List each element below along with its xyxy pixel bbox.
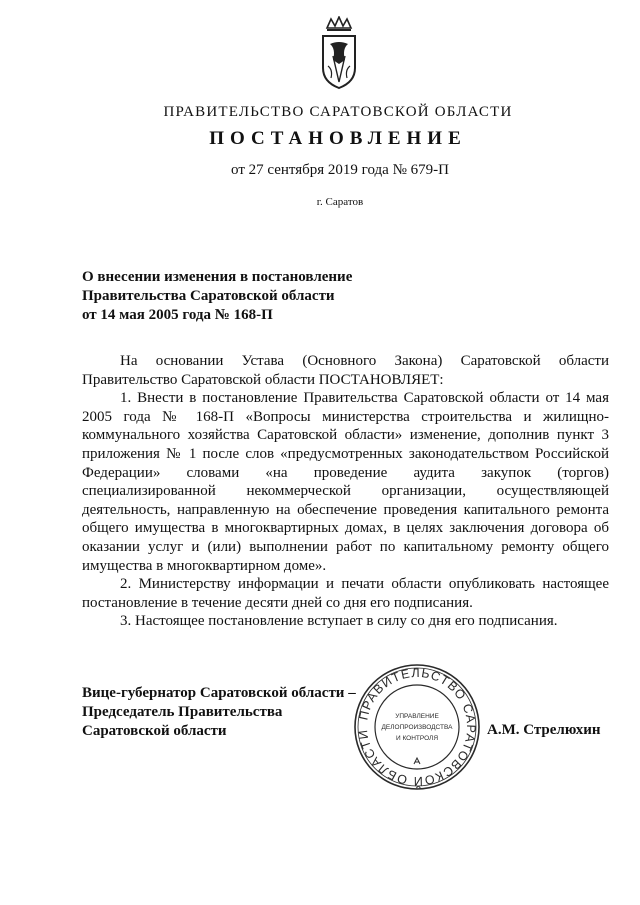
position-line: Председатель Правительства bbox=[82, 704, 283, 720]
body-paragraph: 2. Министерству информации и печати области опубликовать настоящее постановление в течение десяти дней со дня его подписания. bbox=[82, 576, 609, 611]
signer-name: А.М. Стрелюхин bbox=[487, 722, 601, 738]
position-line: Саратовской области bbox=[82, 723, 227, 739]
signatory-position bbox=[82, 684, 382, 741]
stamp-center-line: И КОНТРОЛЯ bbox=[395, 735, 439, 742]
position-line: Вице-губернатор Саратовской области – bbox=[82, 685, 356, 701]
body-paragraph: 1. Внести в постановление Правительства Саратовской области от 14 мая 2005 года № 168-П «Вопросы министерства строительства и жилищно-коммунального хозяйства Саратовской области» изменение, дополнив пункт 3 приложения № 1 после слов «предусмотренных законодательством Российской Федерации» словами «на проведение аудита закупок (торгов) специализированной некоммерческой организации, осуществляющей деятельность, направленную на обеспечение проведения капитального ремонта общего имущества в многоквартирных домах, в целях заключения договора об оказании услуг и (или) выполнении работ по капитальному ремонту общего имущества в многоквартирном доме». bbox=[82, 390, 609, 574]
subject-line: О внесении изменения в постановление bbox=[82, 269, 353, 285]
subject-line: Правительства Саратовской области bbox=[82, 288, 335, 304]
body-paragraph: 3. Настоящее постановление вступает в силу со дня его подписания. bbox=[120, 613, 558, 630]
document-date-number: от 27 сентября 2019 года № 679-П bbox=[231, 162, 449, 178]
document-type: ПОСТАНОВЛЕНИЕ bbox=[209, 128, 467, 149]
document-body bbox=[82, 352, 609, 631]
stamp-ring-text: ПРАВИТЕЛЬСТВО САРАТОВСКОЙ ОБЛАСТИ bbox=[355, 665, 479, 789]
document-city: г. Саратов bbox=[316, 196, 364, 208]
stamp-center-line: ДЕЛОПРОИЗВОДСТВА bbox=[381, 724, 453, 731]
document-subject bbox=[82, 268, 402, 325]
government-title: ПРАВИТЕЛЬСТВО САРАТОВСКОЙ ОБЛАСТИ bbox=[163, 104, 513, 120]
body-paragraph: На основании Устава (Основного Закона) Саратовской области Правительство Саратовской области ПОСТАНОВЛЯЕТ: bbox=[82, 353, 609, 388]
subject-line: от 14 мая 2005 года № 168-П bbox=[82, 307, 273, 323]
stamp-center-line: УПРАВЛЕНИЕ bbox=[395, 713, 439, 720]
saratov-coat-of-arms-icon bbox=[319, 16, 359, 90]
official-stamp bbox=[352, 662, 482, 792]
